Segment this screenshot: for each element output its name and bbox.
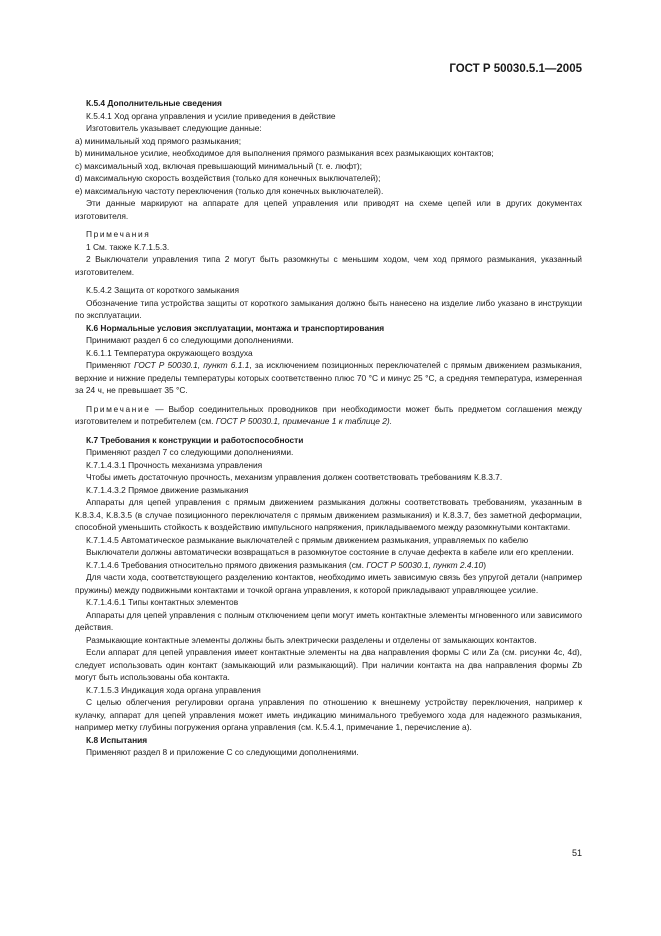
text-run: , за исключением позиционных переключателей с прямым движением размыкания, верхние и нижние пределы температуры которых соответственно плюс 70 °С и минус 25 °С, а средняя температура, измеренная за 24 ч, не превышает 35 °С. <box>75 360 582 395</box>
subsection-heading: К.7.1.4.5 Автоматическое размыкание выключателей с прямым движением размыкания, управляемых по кабелю <box>86 534 529 545</box>
reference-link: ГОСТ Р 50030.1, примечание 1 к таблице 2). <box>215 416 393 426</box>
text-run: ) <box>483 559 487 570</box>
paragraph: Обозначение типа устройства защиты от короткого замыкания должно быть нанесено на изделие либо указано в инструкции по эксплуатации. <box>75 297 582 320</box>
paragraph: С целью облегчения регулировки органа управления по отношению к внешнему устройству переключения, например к кулачку, аппарат для цепей управления может иметь индикацию минимального требуемого хода для надежного размыкания, например метку глубины погружения органа управления (см. К.5.4.1, примечание 1, перечисление а). <box>75 697 582 732</box>
section-heading: К.8 Испытания <box>86 734 148 745</box>
paragraph: Аппараты для цепей управления с прямым движением размыкания должны соответствовать требованиям, указанным в К.8.3.4, К.8.3.5 (в случае позиционного переключателя с прямым движением размыкания) и К.8.3.7, без заметной деформации, способной уменьшить стойкость к воздействию импульсного напряжения, прикладываемого между разомкнутыми контактами. <box>75 497 582 532</box>
subsection-heading: К.7.1.4.3.2 Прямое движение размыкания <box>86 484 249 495</box>
section-heading: К.7 Требования к конструкции и работоспособности <box>86 434 304 445</box>
document-header: ГОСТ Р 50030.5.1—2005 <box>449 63 582 75</box>
subsection-heading: К.7.1.4.3.1 Прочность механизма управления <box>86 459 263 470</box>
list-item: c) максимальный ход, включая превышающий минимальный (т. е. люфт); <box>75 160 362 171</box>
list-item: d) максимальную скорость воздействия (только для конечных выключателей); <box>75 173 381 183</box>
note-item: 1 См. также К.7.1.5.3. <box>86 241 170 252</box>
list-item: а) минимальный ход прямого размыкания; <box>75 135 242 146</box>
page-number: 51 <box>571 848 582 858</box>
reference-link: ГОСТ Р 50030.1, пункт 2.4.10 <box>366 559 484 570</box>
subsection-heading: К.7.1.5.3 Индикация хода органа управления <box>86 684 261 695</box>
paragraph: Изготовитель указывает следующие данные: <box>86 123 262 133</box>
paragraph: Применяют раздел 8 и приложение С со следующими дополнениями. <box>86 747 359 757</box>
list-item: b) минимальное усилие, необходимое для выполнения прямого размыкания всех размыкающих контактов; <box>75 148 494 158</box>
subsection-heading <box>75 559 582 572</box>
paragraph: Применяют раздел 7 со следующими дополнениями. <box>86 447 294 457</box>
subsection-heading: К.6.1.1 Температура окружающего воздуха <box>86 347 253 358</box>
list-item: e) максимальную частоту переключения (только для конечных выключателей). <box>75 185 384 196</box>
paragraph: Если аппарат для цепей управления имеет контактные элементы на два направления формы С или Zа (см. рисунки 4с, 4d), следует использовать один контакт (замыкающий или размыкающий). При наличии контакта на два направления формы Zb могут быть использованы оба контакта. <box>75 647 582 682</box>
subsection-heading: К.5.4.2 Защита от короткого замыкания <box>86 285 240 295</box>
paragraph: Чтобы иметь достаточную прочность, механизм управления должен соответствовать требованиям К.8.3.7. <box>86 472 503 482</box>
paragraph: Размыкающие контактные элементы должны быть электрически разделены и отделены от замыкающих контактов. <box>86 634 537 645</box>
note-paragraph <box>75 403 582 428</box>
note-item: 2 Выключатели управления типа 2 могут быть разомкнуты с меньшим ходом, чем ход прямого размыкания, указанный изготовителем. <box>75 254 582 277</box>
notes-heading: Примечания <box>86 229 151 239</box>
section-heading: К.5.4 Дополнительные сведения <box>86 98 222 108</box>
paragraph: Аппараты для цепей управления с полным отключением цепи могут иметь контактные элементы мгновенного или зависимого действия. <box>75 609 582 632</box>
text-run: Применяют <box>86 360 134 370</box>
note-label: Примечание <box>86 403 151 414</box>
paragraph: Для части хода, соответствующего разделению контактов, необходимо иметь зависимую связь без упругой детали (например пружины) между подвижными контактами и точкой органа управления, к которой прикладывают управляющее усилие. <box>75 572 582 595</box>
subsection-heading: К.7.1.4.6.1 Типы контактных элементов <box>86 597 239 607</box>
text-run: К.7.1.4.6 Требования относительно прямого движения размыкания (см. <box>86 559 367 570</box>
text-run: — Выбор соединительных проводников при необходимости может быть предметом соглашения между изготовителем и потребителем (см. <box>75 403 582 426</box>
paragraph: Эти данные маркируют на аппарате для цепей управления или приводят на схеме цепей или в других документах изготовителя. <box>75 198 582 221</box>
document-body <box>75 97 582 759</box>
paragraph: Принимают раздел 6 со следующими дополнениями. <box>86 335 294 345</box>
paragraph <box>75 359 582 397</box>
section-heading: К.6 Нормальные условия эксплуатации, монтажа и транспортирования <box>86 322 385 333</box>
subsection-heading: К.5.4.1 Ход органа управления и усилие приведения в действие <box>86 110 336 121</box>
reference-link: ГОСТ Р 50030.1, пункт 6.1.1 <box>133 360 250 370</box>
paragraph: Выключатели должны автоматически возвращаться в разомкнутое состояние в случае дефекта в кабеле или его креплении. <box>86 547 574 557</box>
